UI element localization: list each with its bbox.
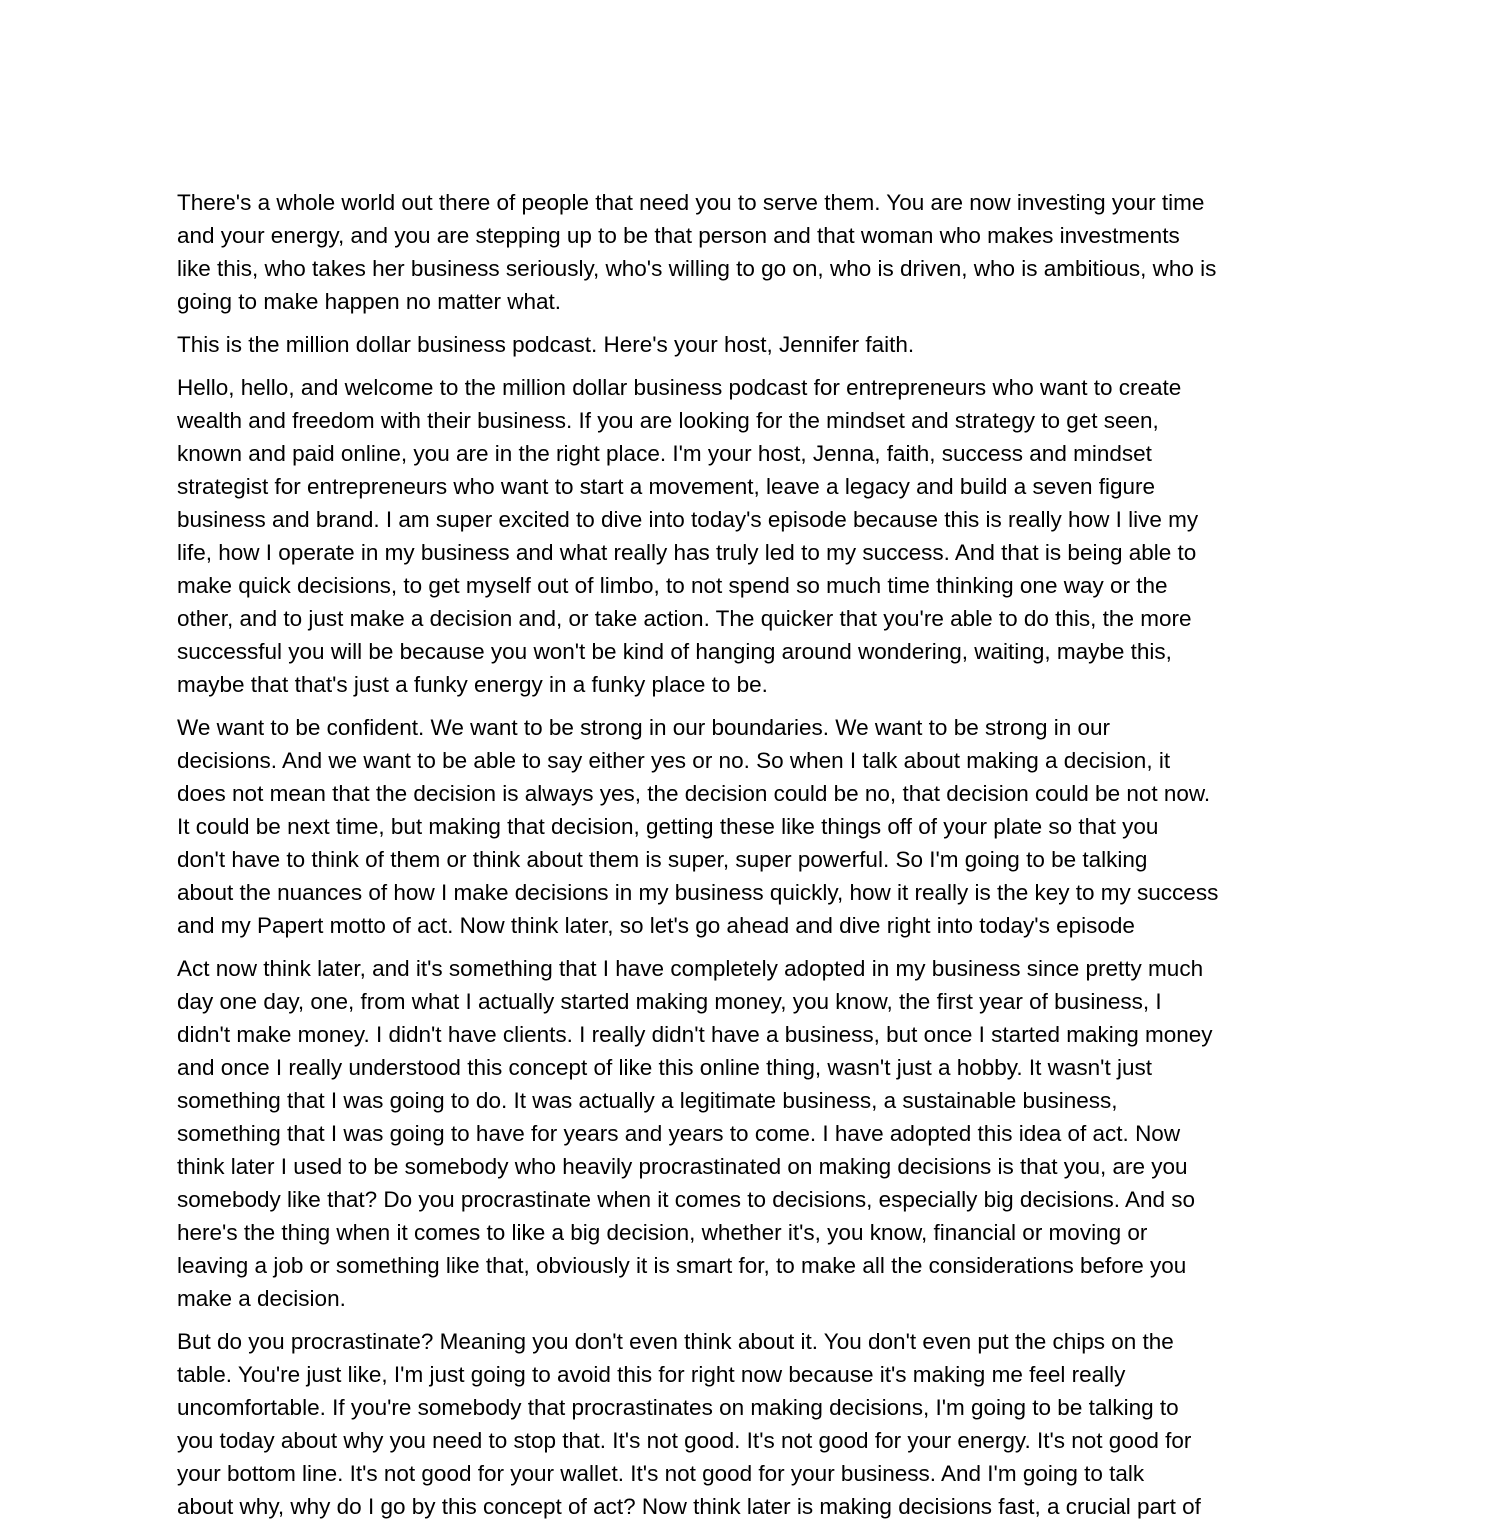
- paragraph-6: But do you procrastinate? Meaning you don't even think about it. You don't even put the chips on the table. You're just like, I'm just going to avoid this for right now because it's making me feel really uncomfortable. If you're somebody that procrastinates on making decisions, I'm going to be talking to you today about why you need to stop that. It's not good. It's not good for your energy. It's not good for your bottom line. It's not good for your wallet. It's not good for your business. And I'm going to talk about why, why do I go by this concept of act? Now think later is making decisions fast, a crucial part of: [177, 1329, 1201, 1519]
- paragraph-3: Hello, hello, and welcome to the million dollar business podcast for entrepreneurs who want to create wealth and freedom with their business. If you are looking for the mindset and strategy to get seen, known and paid online, you are in the right place. I'm your host, Jenna, faith, success and mindset strategist for entrepreneurs who want to start a movement, leave a legacy and build a seven figure business and brand. I am super excited to dive into today's episode because this is really how I live my life, how I operate in my business and what really has truly led to my success. And that is being able to make quick decisions, to get myself out of limbo, to not spend so much time thinking one way or the other, and to just make a decision and, or take action. The quicker that you're able to do this, the more successful you will be because you won't be kind of hanging around wondering, waiting, maybe this, maybe that that's just a funky energy in a funky place to be.: [177, 375, 1199, 697]
- paragraph-2: This is the million dollar business podcast. Here's your host, Jennifer faith.: [177, 332, 915, 357]
- paragraph-1: There's a whole world out there of people that need you to serve them. You are now investing your time and your energy, and you are stepping up to be that person and that woman who makes investments like this, who takes her business seriously, who's willing to go on, who is driven, who is ambitious, who is going to make happen no matter what.: [177, 190, 1217, 314]
- transcript-body: [177, 186, 1337, 1533]
- paragraph-5: Act now think later, and it's something that I have completely adopted in my business since pretty much day one day, one, from what I actually started making money, you know, the first year of business, I didn't make money. I didn't have clients. I really didn't have a business, but once I started making money and once I really understood this concept of like this online thing, wasn't just a hobby. It wasn't just something that I was going to do. It was actually a legitimate business, a sustainable business, something that I was going to have for years and years to come. I have adopted this idea of act. Now think later I used to be somebody who heavily procrastinated on making decisions is that you, are you somebody like that? Do you procrastinate when it comes to decisions, especially big decisions. And so here's the thing when it comes to like a big decision, whether it's, you know, financial or moving or leaving a job or something like that, obviously it is smart for, to make all the considerations before you make a decision.: [177, 956, 1213, 1311]
- paragraph-4: We want to be confident. We want to be strong in our boundaries. We want to be strong in our decisions. And we want to be able to say either yes or no. So when I talk about making a decision, it does not mean that the decision is always yes, the decision could be no, that decision could be not now. It could be next time, but making that decision, getting these like things off of your plate so that you don't have to think of them or think about them is super, super powerful. So I'm going to be talking about the nuances of how I make decisions in my business quickly, how it really is the key to my success and my Papert motto of act. Now think later, so let's go ahead and dive right into today's episode: [177, 715, 1219, 938]
